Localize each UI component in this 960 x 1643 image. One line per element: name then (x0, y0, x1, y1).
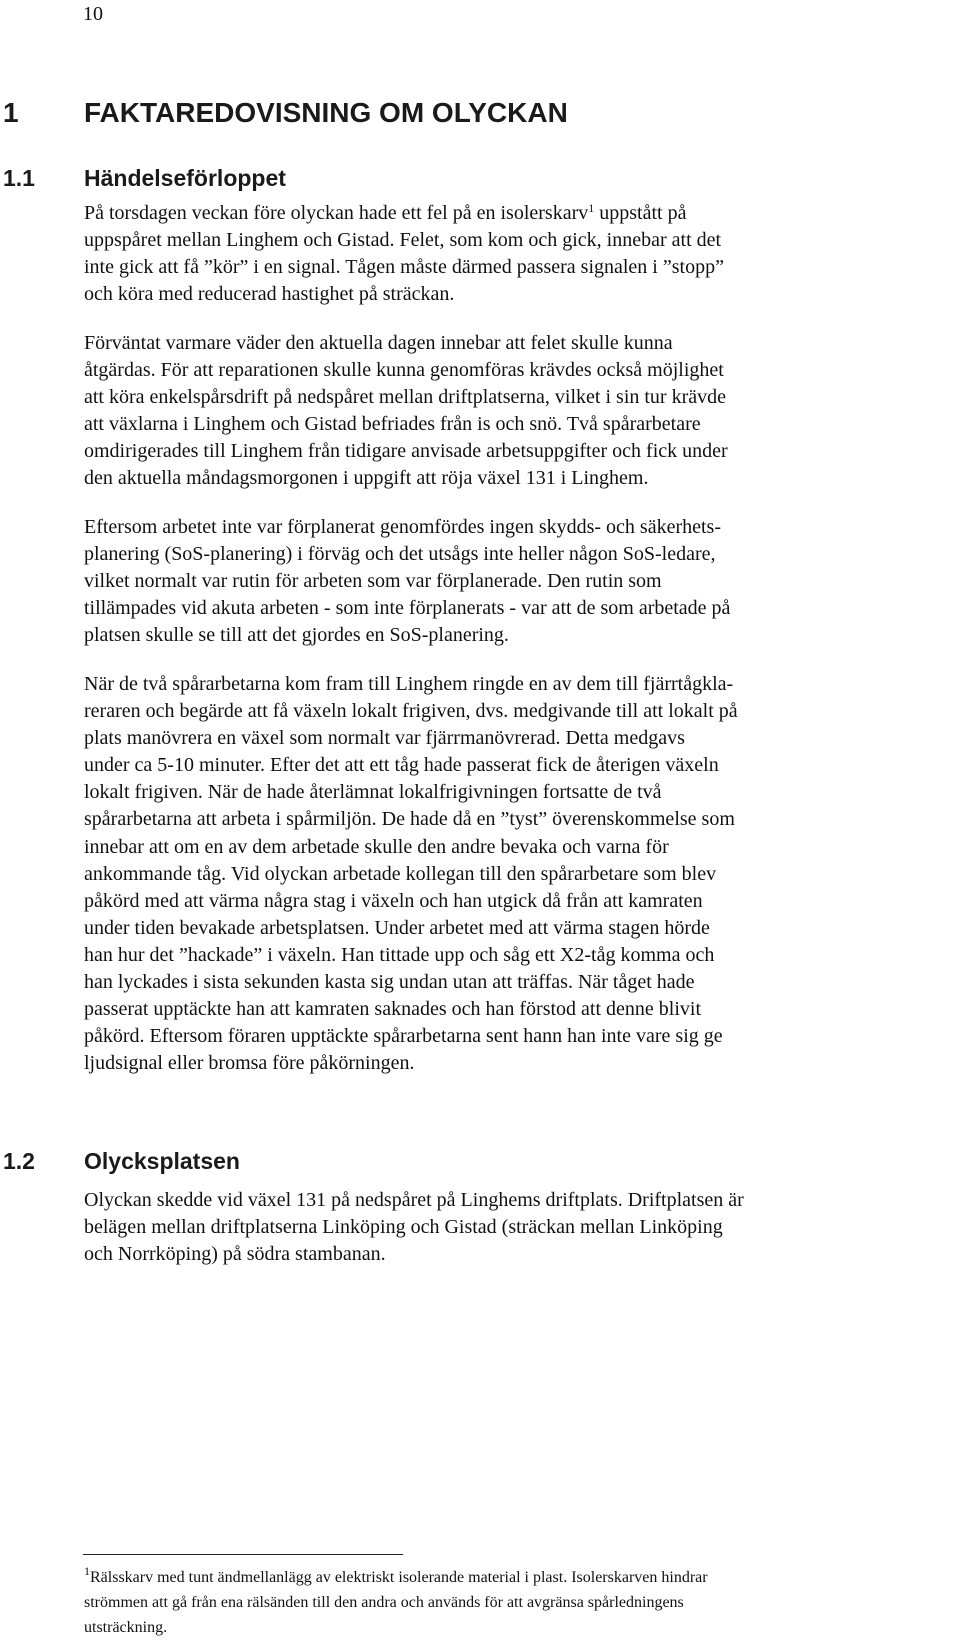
paragraph (84, 671, 956, 1077)
section-title: Händelseförloppet (84, 165, 286, 191)
paragraph-line: vilket normalt var rutin för arbeten som var förplanerade. Den rutin som (84, 570, 662, 593)
paragraph-line: innebar att om en av dem arbetade skulle den andre bevaka och varna för (84, 835, 669, 858)
paragraph-line: under ca 5-10 minuter. Efter det att ett tåg hade passerat fick de återigen växeln (84, 754, 719, 777)
paragraph-line (84, 200, 956, 227)
paragraph (84, 1187, 956, 1268)
paragraph-line: Förväntat varmare väder den aktuella dagen innebar att felet skulle kunna (84, 332, 673, 354)
chapter-title: FAKTAREDOVISNING OM OLYCKAN (84, 97, 568, 128)
paragraph-line: och köra med reducerad hastighet på sträckan. (84, 283, 455, 306)
footnote-separator (83, 1554, 403, 1555)
paragraph-line: han lyckades i sista sekunden kasta sig undan utan att träffas. När tåget hade (84, 971, 695, 994)
paragraph-line: spårarbetarna att arbeta i spårmiljön. De hade då en ”tyst” överenskommelse som (84, 808, 735, 831)
footnote-line: strömmen att gå från ena rälsänden till den andra och används för att avgränsa spårledningens (84, 1594, 684, 1611)
paragraph-line: plats manövrera en växel som normalt var fjärrmanövrerad. Detta medgavs (84, 727, 685, 750)
footnote-line (84, 1565, 956, 1590)
paragraph-line: ankommande tåg. Vid olyckan arbetade kollegan till den spårarbetare som blev (84, 862, 717, 885)
paragraph-line: omdirigerades till Linghem från tidigare anvisade arbetsuppgifter och fick under (84, 440, 728, 463)
paragraph-line: ljudsignal eller bromsa före påkörningen. (84, 1052, 415, 1075)
paragraph-line: belägen mellan driftplatserna Linköping och Gistad (sträckan mellan Linköping (84, 1216, 723, 1239)
section-title: Olycksplatsen (84, 1148, 240, 1174)
line-text: På torsdagen veckan före olyckan hade ett fel på en isolerskarv (84, 202, 589, 224)
paragraph-line: och Norrköping) på södra stambanan. (84, 1243, 386, 1266)
footnote-line: utsträckning. (84, 1619, 168, 1636)
paragraph-line: passerat upptäckte han att kamraten saknades och han förstod att denne blivit (84, 998, 702, 1021)
paragraph-line: reraren och begärde att få växeln lokalt frigiven, dvs. medgivande till att lokalt på (84, 700, 738, 723)
paragraph-line: den aktuella måndagsmorgonen i uppgift att röja växel 131 i Linghem. (84, 467, 649, 490)
paragraph (84, 200, 956, 308)
footnote-text: Rälsskarv med tunt ändmellanlägg av elektriskt isolerande material i plast. Isolerskarven hindrar (90, 1569, 708, 1586)
paragraph-line: påkörd med att värma några stag i växeln och han utgick då från att kamraten (84, 889, 703, 912)
paragraph-line: att köra enkelspårsdrift på nedspåret mellan driftplatserna, vilket i sin tur krävde (84, 386, 727, 409)
paragraph (84, 330, 956, 493)
paragraph-line: åtgärdas. För att reparationen skulle kunna genomföras krävdes också möjlighet (84, 359, 724, 382)
paragraph-line: under tiden bevakade arbetsplatsen. Under arbetet med att värma stagen hörde (84, 916, 710, 939)
chapter-number: 1 (3, 97, 19, 128)
paragraph-line: Eftersom arbetet inte var förplanerat genomfördes ingen skydds- och säkerhets- (84, 516, 721, 538)
paragraph (84, 514, 956, 649)
paragraph-line: han hur det ”hackade” i växeln. Han tittade upp och såg ett X2-tåg komma och (84, 943, 715, 966)
paragraph-line: påkörd. Eftersom föraren upptäckte spårarbetarna sent hann han inte vare sig ge (84, 1025, 723, 1048)
paragraph-line: platsen skulle se till att det gjordes en SoS-planering. (84, 624, 509, 647)
page-number: 10 (83, 3, 103, 25)
paragraph-line: Olyckan skedde vid växel 131 på nedspåret på Linghems driftplats. Driftplatsen är (84, 1189, 744, 1211)
paragraph-line: lokalt frigiven. När de hade återlämnat lokalfrigivningen fortsatte de två (84, 781, 662, 804)
paragraph-line: uppspåret mellan Linghem och Gistad. Felet, som kom och gick, innebar att det (84, 229, 722, 252)
section-number: 1.2 (3, 1148, 35, 1174)
line-text-tail: uppstått på (594, 202, 687, 224)
paragraph-line: planering (SoS-planering) i förväg och det utsågs inte heller någon SoS-ledare, (84, 543, 716, 566)
paragraph-line: att växlarna i Linghem och Gistad befriades från is och snö. Två spårarbetare (84, 413, 701, 436)
footnote-reference[interactable]: 1 (588, 201, 595, 215)
paragraph-line: När de två spårarbetarna kom fram till Linghem ringde en av dem till fjärrtågkla- (84, 673, 734, 695)
footnote-marker: 1 (84, 1564, 90, 1578)
paragraph-line: inte gick att få ”kör” i en signal. Tågen måste därmed passera signalen i ”stopp” (84, 256, 724, 279)
footnote (84, 1565, 956, 1640)
paragraph-line: tillämpades vid akuta arbeten - som inte förplanerats - var att de som arbetade på (84, 597, 731, 620)
section-number: 1.1 (3, 165, 35, 191)
